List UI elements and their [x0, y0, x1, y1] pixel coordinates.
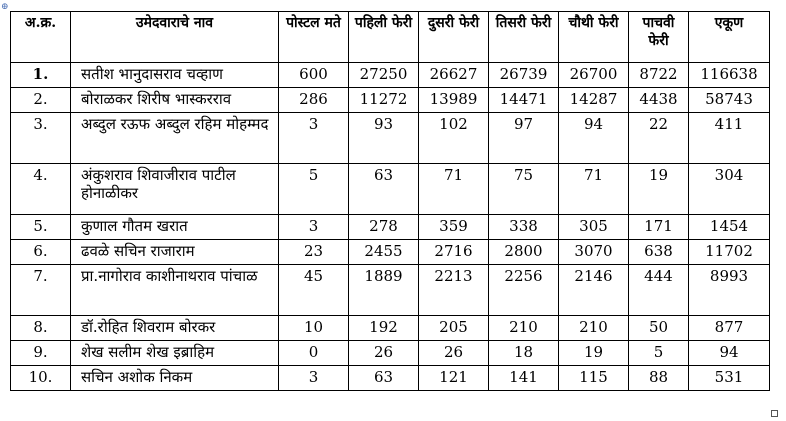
header-round-3: तिसरी फेरी [489, 12, 559, 63]
round-4-cell: 305 [559, 215, 629, 240]
round-1-cell: 27250 [349, 63, 419, 88]
round-5-cell: 638 [629, 240, 689, 265]
header-round-5: पाचवी फेरी [629, 12, 689, 63]
postal-votes-cell: 600 [279, 63, 349, 88]
round-2-cell: 102 [419, 113, 489, 164]
round-3-cell: 97 [489, 113, 559, 164]
round-2-cell: 2213 [419, 265, 489, 316]
serial-cell: 7. [11, 265, 71, 316]
round-2-cell: 121 [419, 366, 489, 391]
round-1-cell: 63 [349, 366, 419, 391]
candidate-name-cell: प्रा.नागोराव काशीनाथराव पांचाळ [71, 265, 279, 316]
round-3-cell: 18 [489, 341, 559, 366]
header-serial: अ.क्र. [11, 12, 71, 63]
postal-votes-cell: 10 [279, 316, 349, 341]
header-candidate-name: उमेदवाराचे नाव [71, 12, 279, 63]
round-2-cell: 13989 [419, 88, 489, 113]
header-total: एकूण [689, 12, 770, 63]
table-row [11, 113, 770, 164]
total-cell: 1454 [689, 215, 770, 240]
round-3-cell: 75 [489, 164, 559, 215]
serial-cell: 1. [11, 63, 71, 88]
postal-votes-cell: 3 [279, 366, 349, 391]
table-row [11, 88, 770, 113]
round-5-cell: 444 [629, 265, 689, 316]
round-3-cell: 14471 [489, 88, 559, 113]
round-5-cell: 88 [629, 366, 689, 391]
total-cell: 58743 [689, 88, 770, 113]
postal-votes-cell: 3 [279, 215, 349, 240]
round-1-cell: 2455 [349, 240, 419, 265]
table-row [11, 215, 770, 240]
round-3-cell: 2256 [489, 265, 559, 316]
round-4-cell: 19 [559, 341, 629, 366]
candidate-name-cell: ढवळे सचिन राजाराम [71, 240, 279, 265]
round-2-cell: 359 [419, 215, 489, 240]
round-1-cell: 26 [349, 341, 419, 366]
total-cell: 94 [689, 341, 770, 366]
serial-cell: 10. [11, 366, 71, 391]
total-cell: 531 [689, 366, 770, 391]
total-cell: 116638 [689, 63, 770, 88]
candidate-name-cell: सचिन अशोक निकम [71, 366, 279, 391]
round-1-cell: 192 [349, 316, 419, 341]
postal-votes-cell: 286 [279, 88, 349, 113]
total-cell: 411 [689, 113, 770, 164]
total-cell: 304 [689, 164, 770, 215]
postal-votes-cell: 45 [279, 265, 349, 316]
postal-votes-cell: 3 [279, 113, 349, 164]
table-row [11, 240, 770, 265]
round-4-cell: 26700 [559, 63, 629, 88]
election-results-table [10, 11, 770, 391]
round-4-cell: 210 [559, 316, 629, 341]
table-row [11, 366, 770, 391]
postal-votes-cell: 0 [279, 341, 349, 366]
round-5-cell: 171 [629, 215, 689, 240]
total-cell: 8993 [689, 265, 770, 316]
table-row [11, 341, 770, 366]
round-2-cell: 26627 [419, 63, 489, 88]
postal-votes-cell: 23 [279, 240, 349, 265]
serial-cell: 9. [11, 341, 71, 366]
header-round-1: पहिली फेरी [349, 12, 419, 63]
total-cell: 877 [689, 316, 770, 341]
table-row [11, 63, 770, 88]
candidate-name-cell: अब्दुल रऊफ अब्दुल रहिम मोहम्मद [71, 113, 279, 164]
header-round-2: दुसरी फेरी [419, 12, 489, 63]
round-2-cell: 26 [419, 341, 489, 366]
round-5-cell: 4438 [629, 88, 689, 113]
total-cell: 11702 [689, 240, 770, 265]
round-4-cell: 3070 [559, 240, 629, 265]
round-4-cell: 2146 [559, 265, 629, 316]
candidate-name-cell: शेख सलीम शेख इब्राहिम [71, 341, 279, 366]
round-1-cell: 63 [349, 164, 419, 215]
round-3-cell: 210 [489, 316, 559, 341]
round-1-cell: 278 [349, 215, 419, 240]
round-5-cell: 22 [629, 113, 689, 164]
round-4-cell: 14287 [559, 88, 629, 113]
serial-cell: 2. [11, 88, 71, 113]
round-1-cell: 11272 [349, 88, 419, 113]
serial-cell: 4. [11, 164, 71, 215]
serial-cell: 3. [11, 113, 71, 164]
table-row [11, 265, 770, 316]
round-3-cell: 2800 [489, 240, 559, 265]
round-5-cell: 8722 [629, 63, 689, 88]
round-3-cell: 26739 [489, 63, 559, 88]
candidate-name-cell: अंकुशराव शिवाजीराव पाटील होनाळीकर [71, 164, 279, 215]
round-5-cell: 19 [629, 164, 689, 215]
postal-votes-cell: 5 [279, 164, 349, 215]
round-2-cell: 205 [419, 316, 489, 341]
end-of-table-marker-icon [771, 410, 778, 417]
serial-cell: 6. [11, 240, 71, 265]
round-5-cell: 5 [629, 341, 689, 366]
round-3-cell: 338 [489, 215, 559, 240]
round-2-cell: 2716 [419, 240, 489, 265]
serial-cell: 5. [11, 215, 71, 240]
table-row [11, 164, 770, 215]
header-row [11, 12, 770, 63]
candidate-name-cell: बोराळकर शिरीष भास्करराव [71, 88, 279, 113]
candidate-name-cell: डॉ.रोहित शिवराम बोरकर [71, 316, 279, 341]
serial-cell: 8. [11, 316, 71, 341]
round-4-cell: 94 [559, 113, 629, 164]
candidate-name-cell: सतीश भानुदासराव चव्हाण [71, 63, 279, 88]
round-1-cell: 93 [349, 113, 419, 164]
candidate-name-cell: कुणाल गौतम खरात [71, 215, 279, 240]
round-4-cell: 71 [559, 164, 629, 215]
header-postal-votes: पोस्टल मते [279, 12, 349, 63]
round-2-cell: 71 [419, 164, 489, 215]
round-1-cell: 1889 [349, 265, 419, 316]
round-3-cell: 141 [489, 366, 559, 391]
table-row [11, 316, 770, 341]
header-round-4: चौथी फेरी [559, 12, 629, 63]
anchor-icon: ⊕ [1, 2, 9, 12]
round-5-cell: 50 [629, 316, 689, 341]
round-4-cell: 115 [559, 366, 629, 391]
